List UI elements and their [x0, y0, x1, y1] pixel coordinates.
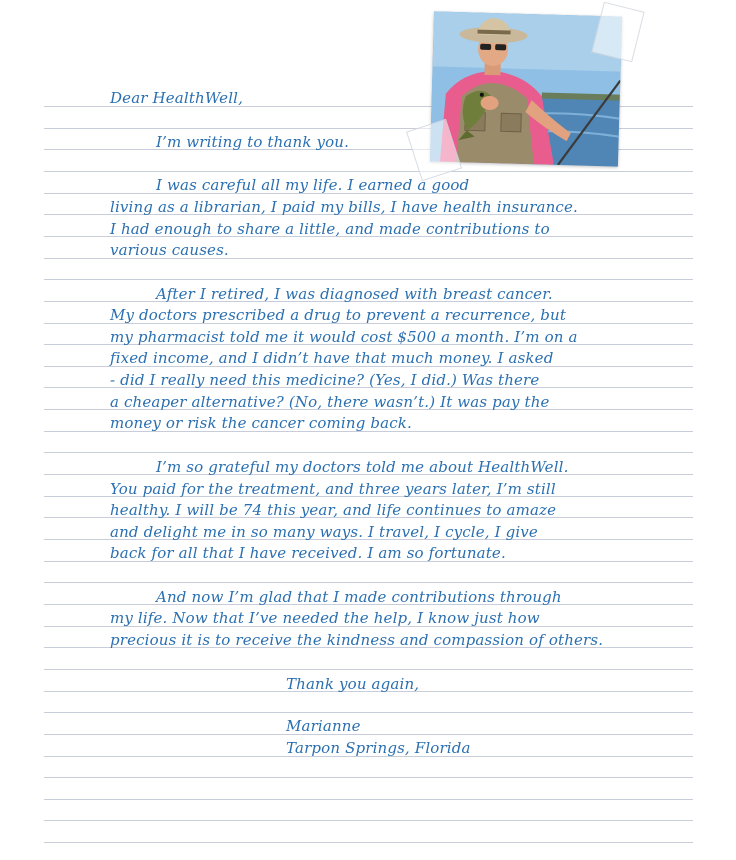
letter-line: I’m writing to thank you. — [156, 133, 350, 151]
letter-line: my life. Now that I’ve needed the help, I know just how — [110, 609, 540, 627]
letter-line: living as a librarian, I paid my bills, I have health insurance. — [110, 198, 578, 216]
ruled-line — [44, 799, 693, 800]
letter-line: a cheaper alternative? (No, there wasn’t.) It was pay the — [110, 393, 550, 411]
letter-line: You paid for the treatment, and three years later, I’m still — [110, 480, 556, 498]
ruled-line — [44, 820, 693, 821]
letter-signature-location: Tarpon Springs, Florida — [286, 739, 471, 757]
letter-line: I’m so grateful my doctors told me about HealthWell. — [156, 458, 569, 476]
letter-line: After I retired, I was diagnosed with breast cancer. — [156, 285, 553, 303]
ruled-line — [44, 669, 693, 670]
letter-line: And now I’m glad that I made contributions through — [156, 588, 562, 606]
letter-line: my pharmacist told me it would cost $500 a month. I’m on a — [110, 328, 578, 346]
ruled-line — [44, 279, 693, 280]
letter-line: I had enough to share a little, and made contributions to — [110, 220, 550, 238]
photo-tape-top-right — [591, 2, 644, 63]
letter-line: precious it is to receive the kindness and compassion of others. — [110, 631, 604, 649]
letter-line: My doctors prescribed a drug to prevent a recurrence, but — [110, 306, 567, 324]
letter-line: - did I really need this medicine? (Yes, I did.) Was there — [110, 371, 540, 389]
ruled-line — [44, 452, 693, 453]
letter-signature-name: Marianne — [286, 717, 361, 735]
ruled-line — [44, 712, 693, 713]
ruled-line — [44, 734, 693, 735]
letter-line: and delight me in so many ways. I travel, I cycle, I give — [110, 523, 538, 541]
letter-line: healthy. I will be 74 this year, and life continues to amaze — [110, 501, 557, 519]
letter-line: fixed income, and I didn’t have that much money. I asked — [110, 349, 554, 367]
ruled-line — [44, 777, 693, 778]
letter-line: I was careful all my life. I earned a good — [156, 176, 470, 194]
letter-line: back for all that I have received. I am so fortunate. — [110, 544, 506, 562]
ruled-line — [44, 582, 693, 583]
photo-frame — [430, 11, 622, 166]
ruled-line — [44, 171, 693, 172]
letter-salutation: Dear HealthWell, — [110, 89, 244, 107]
letter-line: various causes. — [110, 241, 229, 259]
letter-line: money or risk the cancer coming back. — [110, 414, 412, 432]
letter-closing: Thank you again, — [286, 675, 420, 693]
ruled-line — [44, 842, 693, 843]
photo-of-woman-holding-fish-icon — [430, 11, 622, 166]
